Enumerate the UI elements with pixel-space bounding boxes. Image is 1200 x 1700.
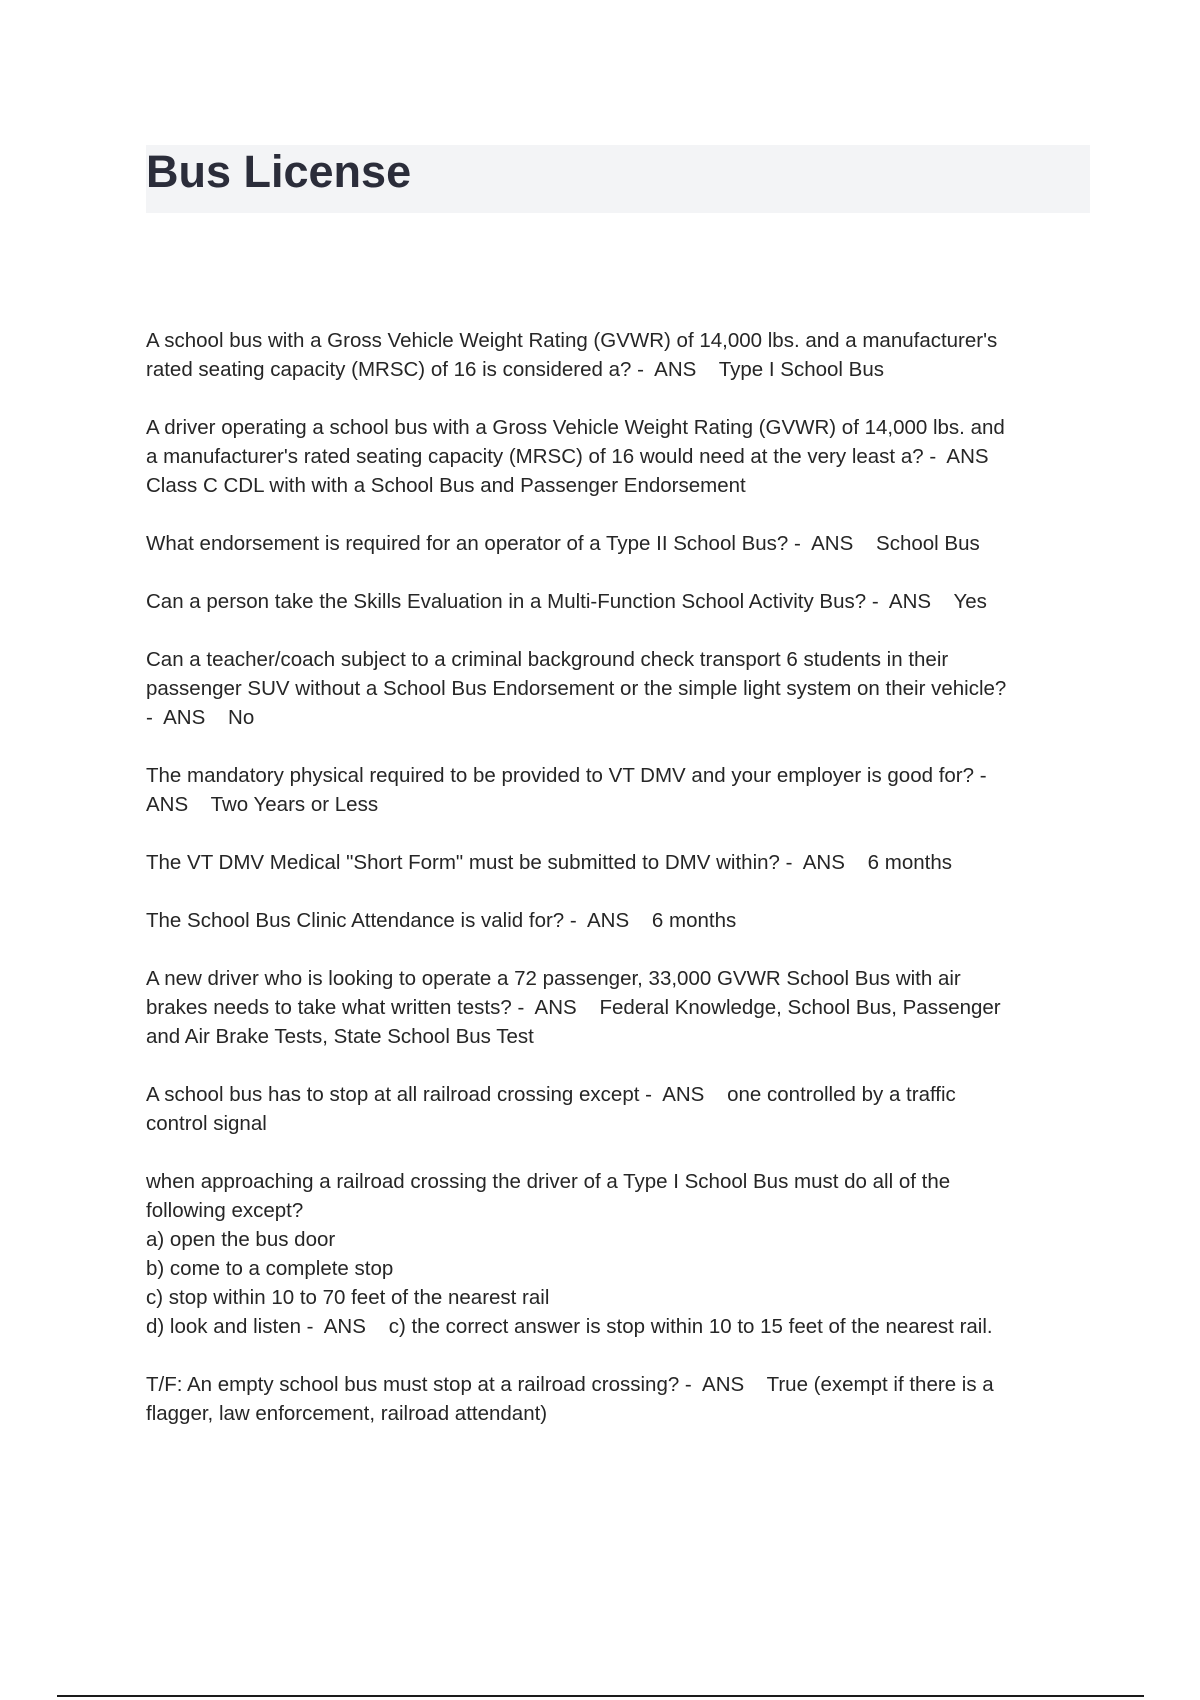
qa-item: Can a teacher/coach subject to a criminal background check transport 6 students in their passenger SUV without a School Bus Endorsement or the simple light system on their vehicle? - ANS No [146,648,1007,729]
qa-item: What endorsement is required for an operator of a Type II School Bus? - ANS School Bus [146,532,980,555]
qa-item: Can a person take the Skills Evaluation in a Multi-Function School Activity Bus? - ANS Yes [146,590,987,613]
qa-item: T/F: An empty school bus must stop at a railroad crossing? - ANS True (exempt if there is a flagger, law enforcement, railroad attendant) [146,1373,994,1425]
document-title: Bus License [146,146,412,197]
qa-list [146,326,1086,1457]
qa-item: A school bus has to stop at all railroad crossing except - ANS one controlled by a traffic control signal [146,1083,956,1135]
footer-divider [57,1695,1144,1697]
qa-item: The School Bus Clinic Attendance is valid for? - ANS 6 months [146,909,737,932]
qa-item: A school bus with a Gross Vehicle Weight Rating (GVWR) of 14,000 lbs. and a manufacturer's rated seating capacity (MRSC) of 16 is considered a? - ANS Type I School Bus [146,329,998,381]
qa-item: The mandatory physical required to be provided to VT DMV and your employer is good for? - ANS Two Years or Less [146,764,987,816]
qa-item: A new driver who is looking to operate a 72 passenger, 33,000 GVWR School Bus with air brakes needs to take what written tests? - ANS Federal Knowledge, School Bus, Passenger and Air Brake Tests, State School Bus Test [146,967,1001,1048]
qa-item: A driver operating a school bus with a Gross Vehicle Weight Rating (GVWR) of 14,000 lbs. and a manufacturer's rated seating capacity (MRSC) of 16 would need at the very least a? - ANS Class C CDL with with a School Bus and Passenger Endorsement [146,416,1005,497]
qa-item: The VT DMV Medical "Short Form" must be submitted to DMV within? - ANS 6 months [146,851,952,874]
qa-item: when approaching a railroad crossing the driver of a Type I School Bus must do all of the following except? a) open the bus door b) come to a complete stop c) stop within 10 to 70 feet of the nearest rail d) look and listen - ANS c) the correct answer is stop within 10 to 15 feet of the nearest rail. [146,1170,993,1338]
